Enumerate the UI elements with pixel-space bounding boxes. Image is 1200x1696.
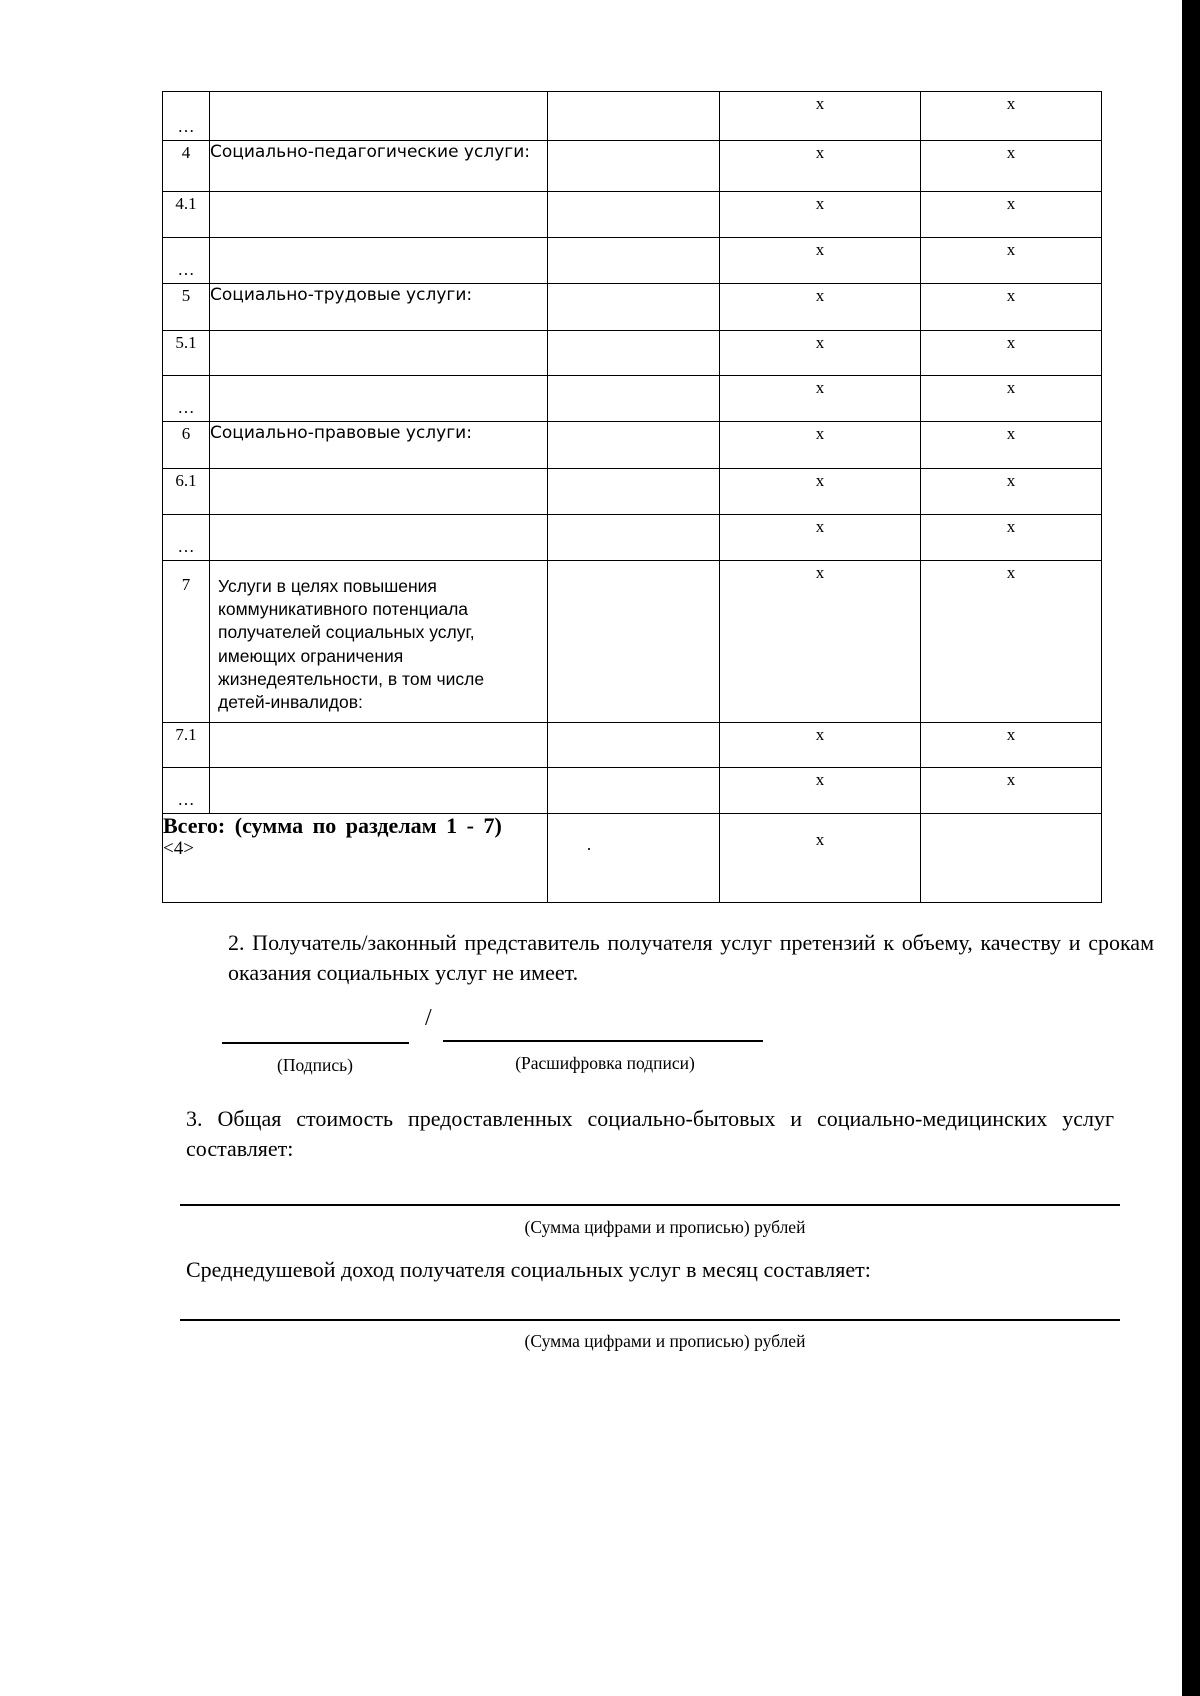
paragraph-no-claims: 2. Получатель/законный представитель получателя услуг претензий к объему, качеству и срокам оказания социальных услуг не имеет. [228,930,1154,985]
total-label: Всего: (сумма по разделам 1 - 7) [163,813,502,839]
value-cell [548,768,720,814]
table-row [163,92,1102,141]
table-row [163,238,1102,284]
x-mark-cell: x [921,141,1102,192]
value-cell [548,238,720,284]
x-mark-cell: x [921,92,1102,141]
value-cell [548,515,720,561]
x-mark-cell: x [921,376,1102,422]
x-mark-cell: x [720,768,921,814]
row-number: … [163,92,210,141]
table-row [163,561,1102,723]
service-name-cell [210,192,548,238]
value-cell [548,723,720,768]
service-name-cell: Услуги в целях повышения коммуникативного потенциала получателей социальных услуг, имеющих ограничения жизнедеятельности, в том числе детей-инвалидов: [210,561,548,723]
x-mark-cell: x [720,238,921,284]
table-row [163,284,1102,331]
value-cell [548,192,720,238]
x-mark-cell: x [720,192,921,238]
row-number: 7 [163,561,210,723]
service-name-cell [210,238,548,284]
avg-income-caption: (Сумма цифрами и прописью) рублей [524,1331,806,1351]
service-name-cell [210,768,548,814]
x-mark-cell: x [921,515,1102,561]
total-label-cell [163,814,548,903]
service-name-cell [210,723,548,768]
table-row [163,422,1102,469]
row-number: 4 [163,141,210,192]
service-name-cell: Социально-трудовые услуги: [210,284,548,331]
cost-amount-caption: (Сумма цифрами и прописью) рублей [524,1217,806,1237]
table-row [163,469,1102,515]
value-cell [548,561,720,723]
table-row [163,723,1102,768]
service-name-cell: Социально-педагогические услуги: [210,141,548,192]
signature-caption: (Подпись) [277,1055,353,1075]
x-mark-cell: x [720,331,921,376]
value-cell [548,284,720,331]
x-mark-cell: x [921,768,1102,814]
row-number: 7.1 [163,723,210,768]
row-number: 6.1 [163,469,210,515]
x-mark-cell: x [720,141,921,192]
value-cell [548,376,720,422]
value-cell [548,331,720,376]
x-mark-cell: x [921,284,1102,331]
table-row [163,141,1102,192]
table-row [163,376,1102,422]
cost-amount-line [180,1204,1120,1206]
x-mark-cell: x [921,469,1102,515]
signature-slash: / [425,1005,432,1031]
service-name-cell: Социально-правовые услуги: [210,422,548,469]
row-number: 5.1 [163,331,210,376]
table-row [163,515,1102,561]
total-row [163,814,1102,903]
row-number: … [163,238,210,284]
avg-income-line [180,1319,1120,1321]
services-table-body [163,92,1102,903]
table-row [163,768,1102,814]
row-number: … [163,768,210,814]
table-row [163,192,1102,238]
row-number: 5 [163,284,210,331]
row-number: 4.1 [163,192,210,238]
scan-speck [588,848,590,850]
row-number: 6 [163,422,210,469]
value-cell [548,422,720,469]
x-mark-cell: x [720,469,921,515]
x-mark-cell: x [921,561,1102,723]
value-cell [548,92,720,141]
total-footnote: <4> [163,838,194,860]
service-name-cell [210,469,548,515]
value-cell [548,141,720,192]
row-number: … [163,515,210,561]
service-name-cell [210,92,548,141]
x-mark-cell: x [720,92,921,141]
signature-decoding-line [443,1040,763,1042]
x-mark-cell: x [921,331,1102,376]
total-sum-cell [921,814,1102,903]
service-name-cell [210,376,548,422]
x-mark-cell: x [720,561,921,723]
x-mark-cell: x [921,238,1102,284]
x-mark-cell: x [921,422,1102,469]
x-mark-cell: x [720,284,921,331]
row-number: … [163,376,210,422]
x-mark-cell: x [720,422,921,469]
x-mark-cell: x [921,192,1102,238]
signature-decoding-caption: (Расшифровка подписи) [515,1053,695,1073]
table-row [163,331,1102,376]
paragraph-total-cost: 3. Общая стоимость предоставленных социально-бытовых и социально-медицинских услуг составляет: [186,1106,1114,1161]
x-mark-cell: x [720,814,921,903]
x-mark-cell: x [720,376,921,422]
services-table [162,91,1102,903]
x-mark-cell: x [720,515,921,561]
total-value-cell [548,814,720,903]
avg-income-text: Среднедушевой доход получателя социальных услуг в месяц составляет: [186,1257,871,1282]
page-edge-shadow [1182,0,1200,1696]
x-mark-cell: x [720,723,921,768]
x-mark-cell: x [921,723,1102,768]
service-name-cell [210,515,548,561]
value-cell [548,469,720,515]
signature-line [222,1042,409,1044]
service-name-cell [210,331,548,376]
